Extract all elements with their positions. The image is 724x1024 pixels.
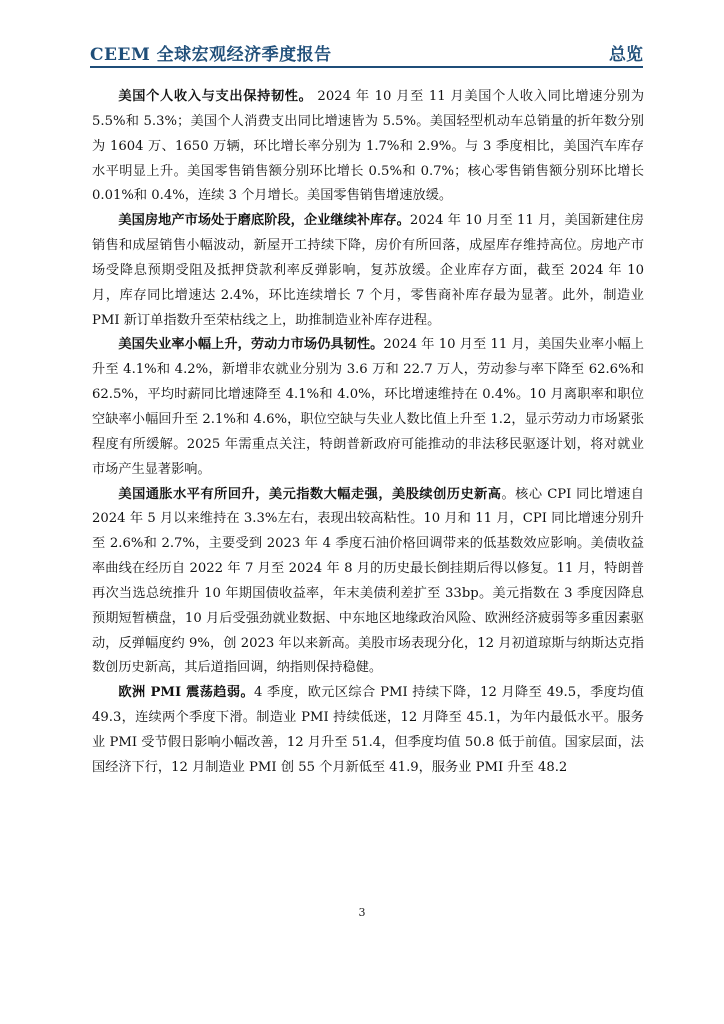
paragraph-labor-market [92,333,644,482]
paragraph-lead: 欧洲 PMI 震荡趋弱。 [118,685,255,701]
paragraph-lead: 美国失业率小幅上升，劳动力市场仍具韧性。 [118,337,384,353]
section-name: 总览 [609,45,643,65]
paragraph-europe-pmi [92,681,644,780]
paragraph-lead: 美国房地产市场处于磨底阶段，企业继续补库存。 [118,213,410,229]
page-number: 3 [358,906,366,919]
paragraph-personal-income [92,85,644,209]
paragraph-text: 2024 年 10 月至 11 月，美国新建住房销售和成屋销售小幅波动，新屋开工持续下降，房价有所回落，成屋库存维持高位。房地产市场受降息预期受阻及抵押贷款利率反弹影响，复苏放缓。企业库存方面，截至 2024 年 10 月，库存同比增速达 2.4%，环比连续增长 7 个月，零售商补库存最为显著。此外，制造业 PMI 新订单指数升至荣枯线之上，助推制造业补库存进程。 [92,213,644,328]
header-divider [90,66,643,68]
paragraph-lead: 美国通胀水平有所回升，美元指数大幅走强，美股续创历史新高 [118,486,502,502]
paragraph-text: 。核心 CPI 同比增速自 2024 年 5 月以来维持在 3.3%左右，表现出较高粘性。10 月和 11 月，CPI 同比增速分别升至 2.6%和 2.7%，主要受到 2023 年 4 季度石油价格回调带来的低基数效应影响。美债收益率曲线在经历自 2022 年 7 月至 2024 年 8 月的历史最长倒挂期后得以修复。11 月，特朗普再次当选总统推升 10 年期国债收益率，年末美债利差扩至 33bp。美元指数在 3 季度因降息预期短暂横盘，10 月后受强劲就业数据、中东地区地缘政治风险、欧洲经济疲弱等多重因素驱动，反弹幅度约 9%，创 2023 年以来新高。美股市场表现分化，12 月初道琼斯与纳斯达克指数创历史新高，其后道指回调，纳指则保持稳健。 [92,486,644,676]
document-body [92,85,644,781]
report-title: CEEM 全球宏观经济季度报告 [90,45,332,65]
paragraph-text: 4 季度，欧元区综合 PMI 持续下降，12 月降至 49.5，季度均值 49.3，连续两个季度下滑。制造业 PMI 持续低迷，12 月降至 45.1，为年内最低水平。服务业 PMI 受节假日影响小幅改善，12 月升至 51.4，但季度均值 50.8 低于前值。国家层面，法国经济下行，12 月制造业 PMI 创 55 个月新低至 41.9，服务业 PMI 升至 48.2 [92,685,644,775]
paragraph-text: 2024 年 10 月至 11 月美国个人收入同比增速分别为 5.5%和 5.3%；美国个人消费支出同比增速皆为 5.5%。美国轻型机动车总销量的折年数分别为 1604 万、1650 万辆，环比增长率分别为 1.7%和 2.9%。与 3 季度相比，美国汽车库存水平明显上升。美国零售销售额分别环比增长 0.5%和 0.7%；核心零售销售额分别环比增长 0.01%和 0.4%，连续 3 个月增长。美国零售销售增速放缓。 [92,89,645,204]
paragraph-inflation-markets [92,483,644,682]
paragraph-lead: 美国个人收入与支出保持韧性。 [118,89,313,104]
paragraph-real-estate [92,209,644,333]
paragraph-text: 2024 年 10 月至 11 月，美国失业率小幅上升至 4.1%和 4.2%，新增非农就业分别为 3.6 万和 22.7 万人，劳动参与率下降至 62.6%和 62.5%，平均时薪同比增速降至 4.1%和 4.0%，环比增速维持在 0.4%。10 月离职率和职位空缺率小幅回升至 2.1%和 4.6%，职位空缺与失业人数比值上升至 1.2，显示劳动力市场紧张程度有所缓解。2025 年需重点关注，特朗普新政府可能推动的非法移民驱逐计划，将对就业市场产生显著影响。 [92,337,644,477]
page-header [90,38,643,68]
